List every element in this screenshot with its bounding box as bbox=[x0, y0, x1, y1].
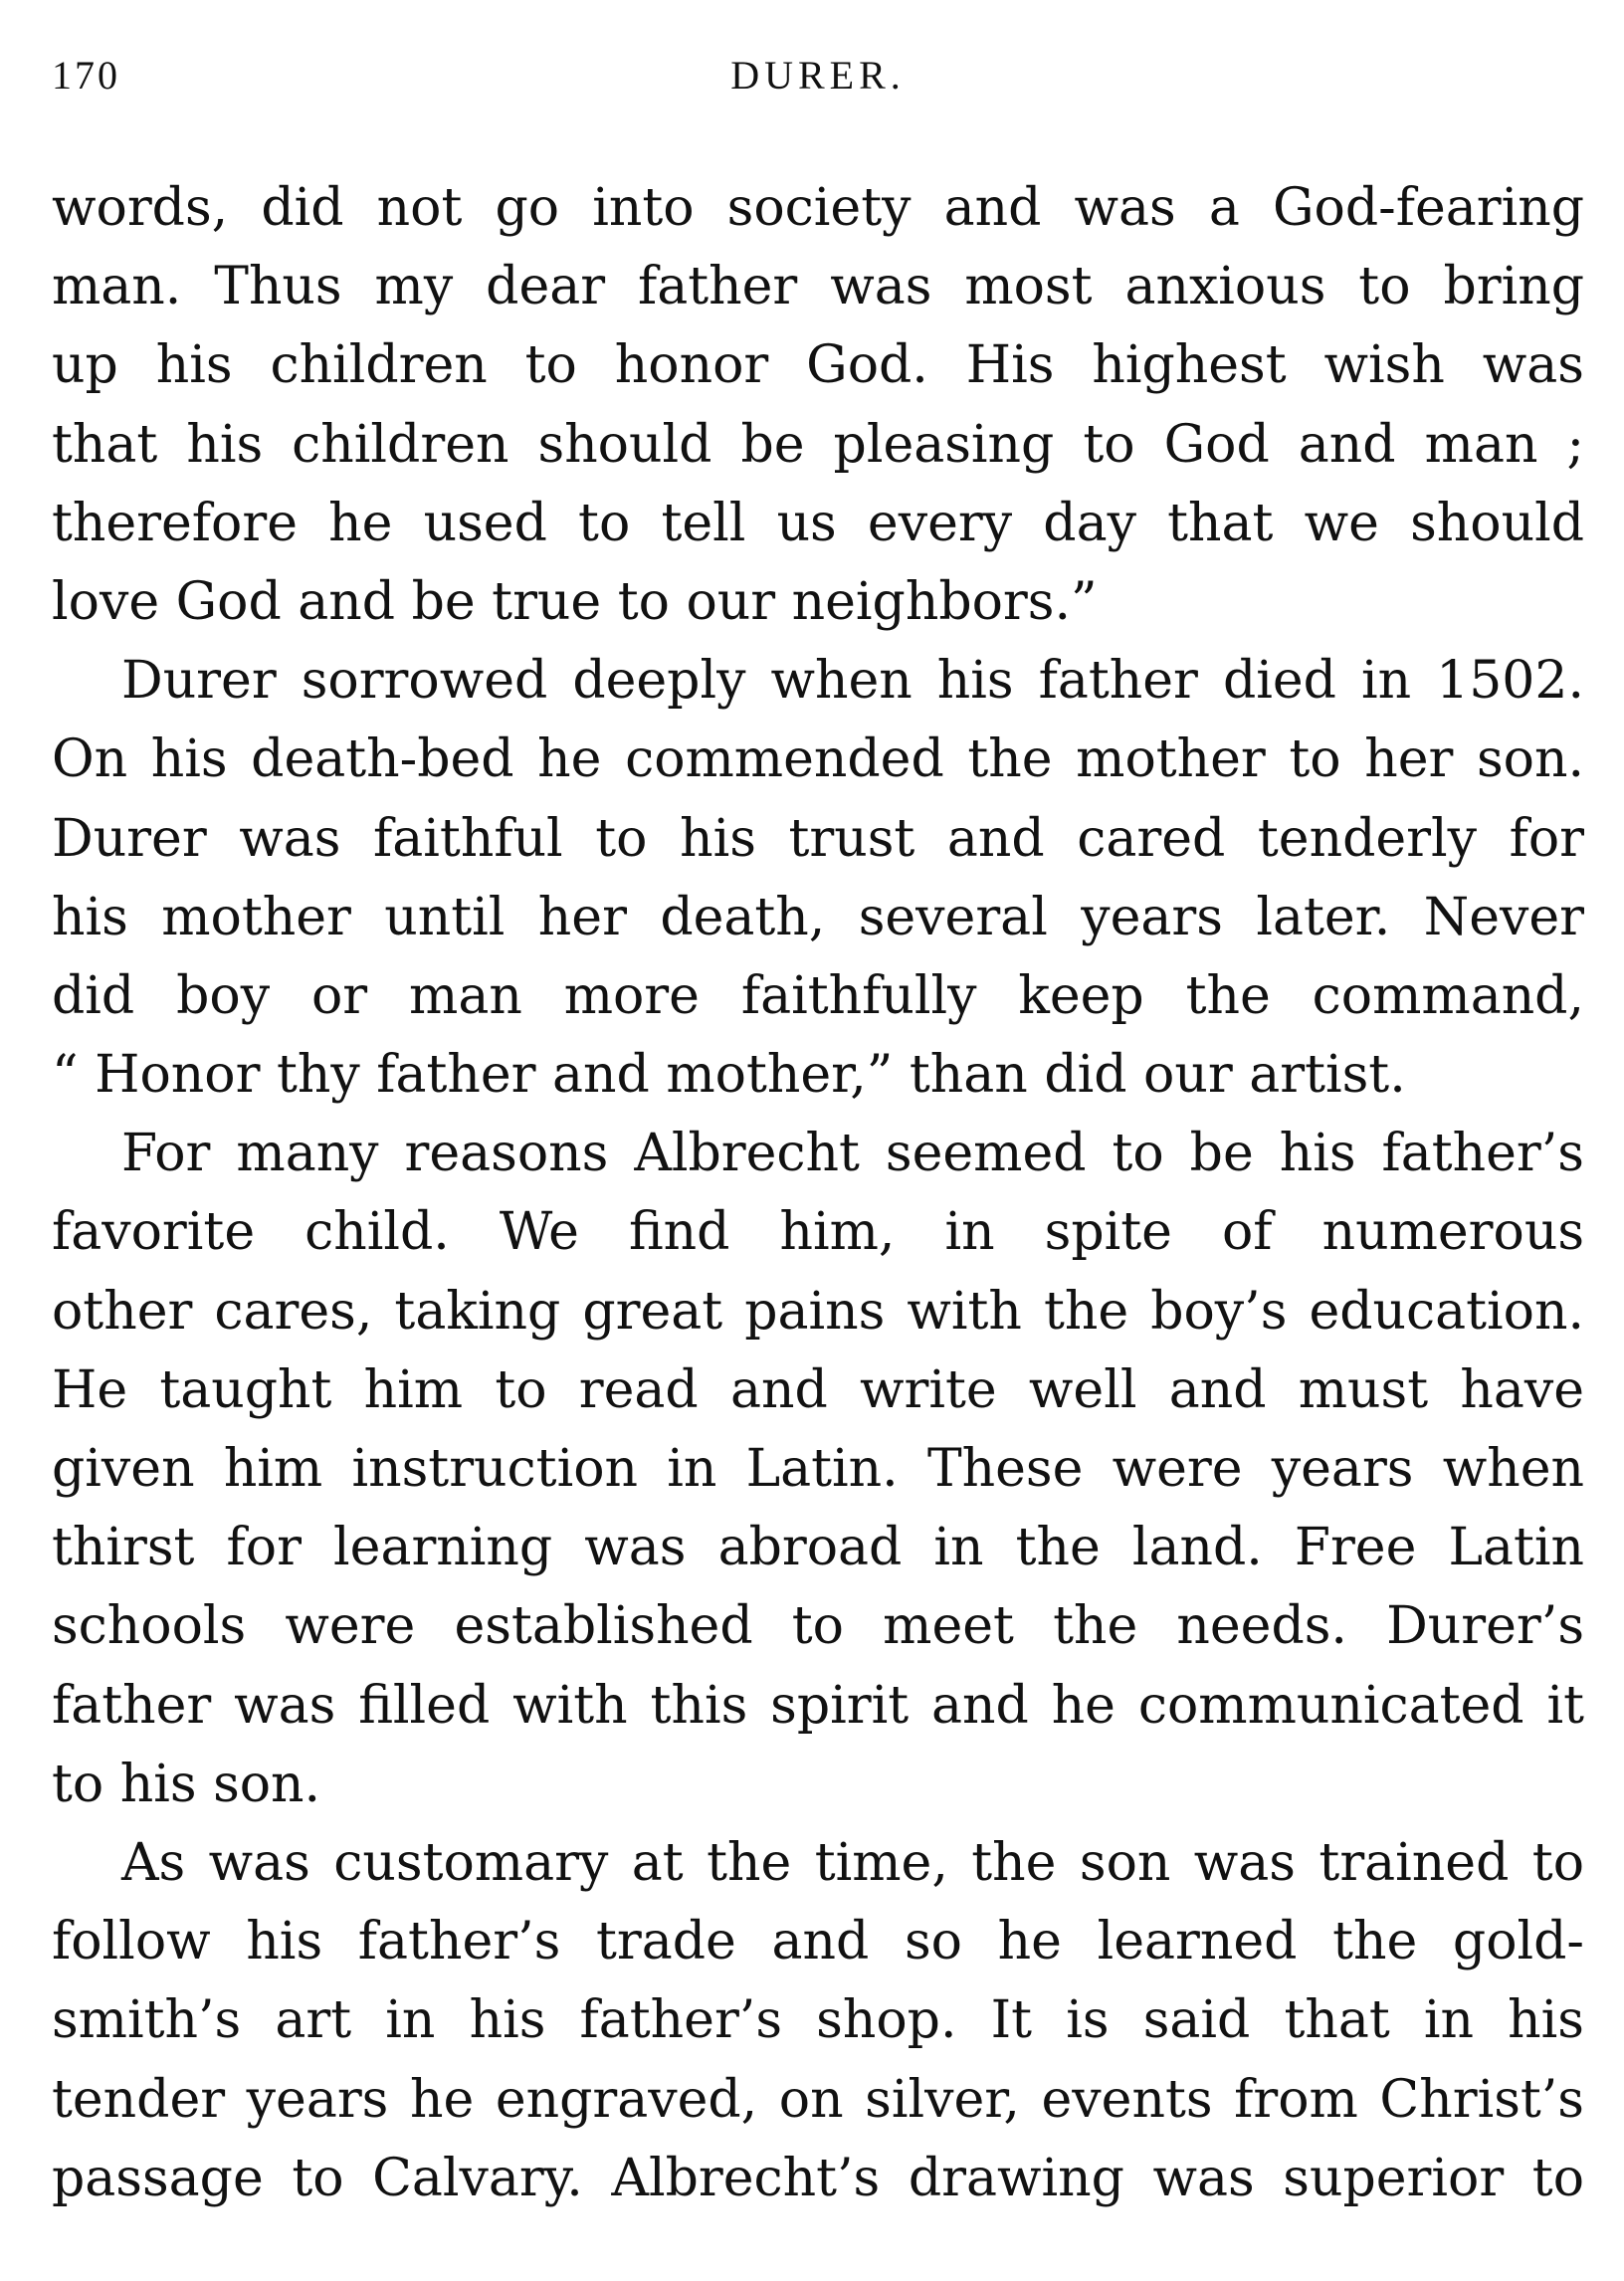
text-line: thirst for learning was abroad in the land. Free Latin bbox=[52, 1518, 1584, 1578]
text-line: words, did not go into society and was a God-fearing bbox=[52, 178, 1584, 238]
text-line: On his death-bed he commended the mother to her son. bbox=[52, 729, 1584, 790]
paragraph bbox=[52, 1115, 1584, 1824]
text-line: smith’s art in his father’s shop. It is said that in his bbox=[52, 1990, 1584, 2051]
text-line: love God and be true to our neighbors.” bbox=[52, 571, 1098, 632]
text-line: did boy or man more faithfully keep the command, bbox=[52, 965, 1584, 1026]
page-header bbox=[52, 52, 1584, 102]
text-line: “ Honor thy father and mother,” than did our artist. bbox=[52, 1045, 1406, 1106]
text-line: Durer sorrowed deeply when his father died in 1502. bbox=[121, 651, 1584, 712]
text-line: man. Thus my dear father was most anxious to bring bbox=[52, 257, 1584, 317]
text-line: father was filled with this spirit and he communicated it bbox=[52, 1675, 1584, 1736]
text-line: to his son. bbox=[52, 1754, 321, 1814]
paragraph bbox=[52, 642, 1584, 1115]
body-text bbox=[52, 169, 1584, 2218]
text-line: favorite child. We find him, in spite of numerous bbox=[52, 1202, 1584, 1263]
text-line: schools were established to meet the needs. Durer’s bbox=[52, 1596, 1584, 1657]
text-line: As was customary at the time, the son was trained to bbox=[121, 1832, 1584, 1893]
paragraph bbox=[52, 169, 1584, 642]
text-line: given him instruction in Latin. These were years when bbox=[52, 1439, 1584, 1499]
text-line: Durer was faithful to his trust and cared tenderly for bbox=[52, 808, 1584, 869]
text-line: therefore he used to tell us every day that we should bbox=[52, 493, 1584, 553]
text-line: He taught him to read and write well and must have bbox=[52, 1359, 1584, 1420]
paragraph bbox=[52, 1824, 1584, 2218]
text-line: tender years he engraved, on silver, events from Christ’s bbox=[52, 2069, 1584, 2130]
text-line: up his children to honor God. His highest wish was bbox=[52, 335, 1584, 396]
text-line: other cares, taking great pains with the boy’s education. bbox=[52, 1281, 1584, 1342]
text-line: his mother until her death, several years later. Never bbox=[52, 887, 1584, 947]
text-line: that his children should be pleasing to God and man ; bbox=[52, 414, 1584, 475]
text-line: passage to Calvary. Albrecht’s drawing was superior to bbox=[52, 2148, 1584, 2208]
text-line: follow his father’s trade and so he learned the gold- bbox=[52, 1912, 1584, 1972]
running-head: DURER. bbox=[730, 53, 906, 98]
page-number: 170 bbox=[52, 53, 120, 98]
text-line: For many reasons Albrecht seemed to be his father’s bbox=[121, 1124, 1584, 1184]
